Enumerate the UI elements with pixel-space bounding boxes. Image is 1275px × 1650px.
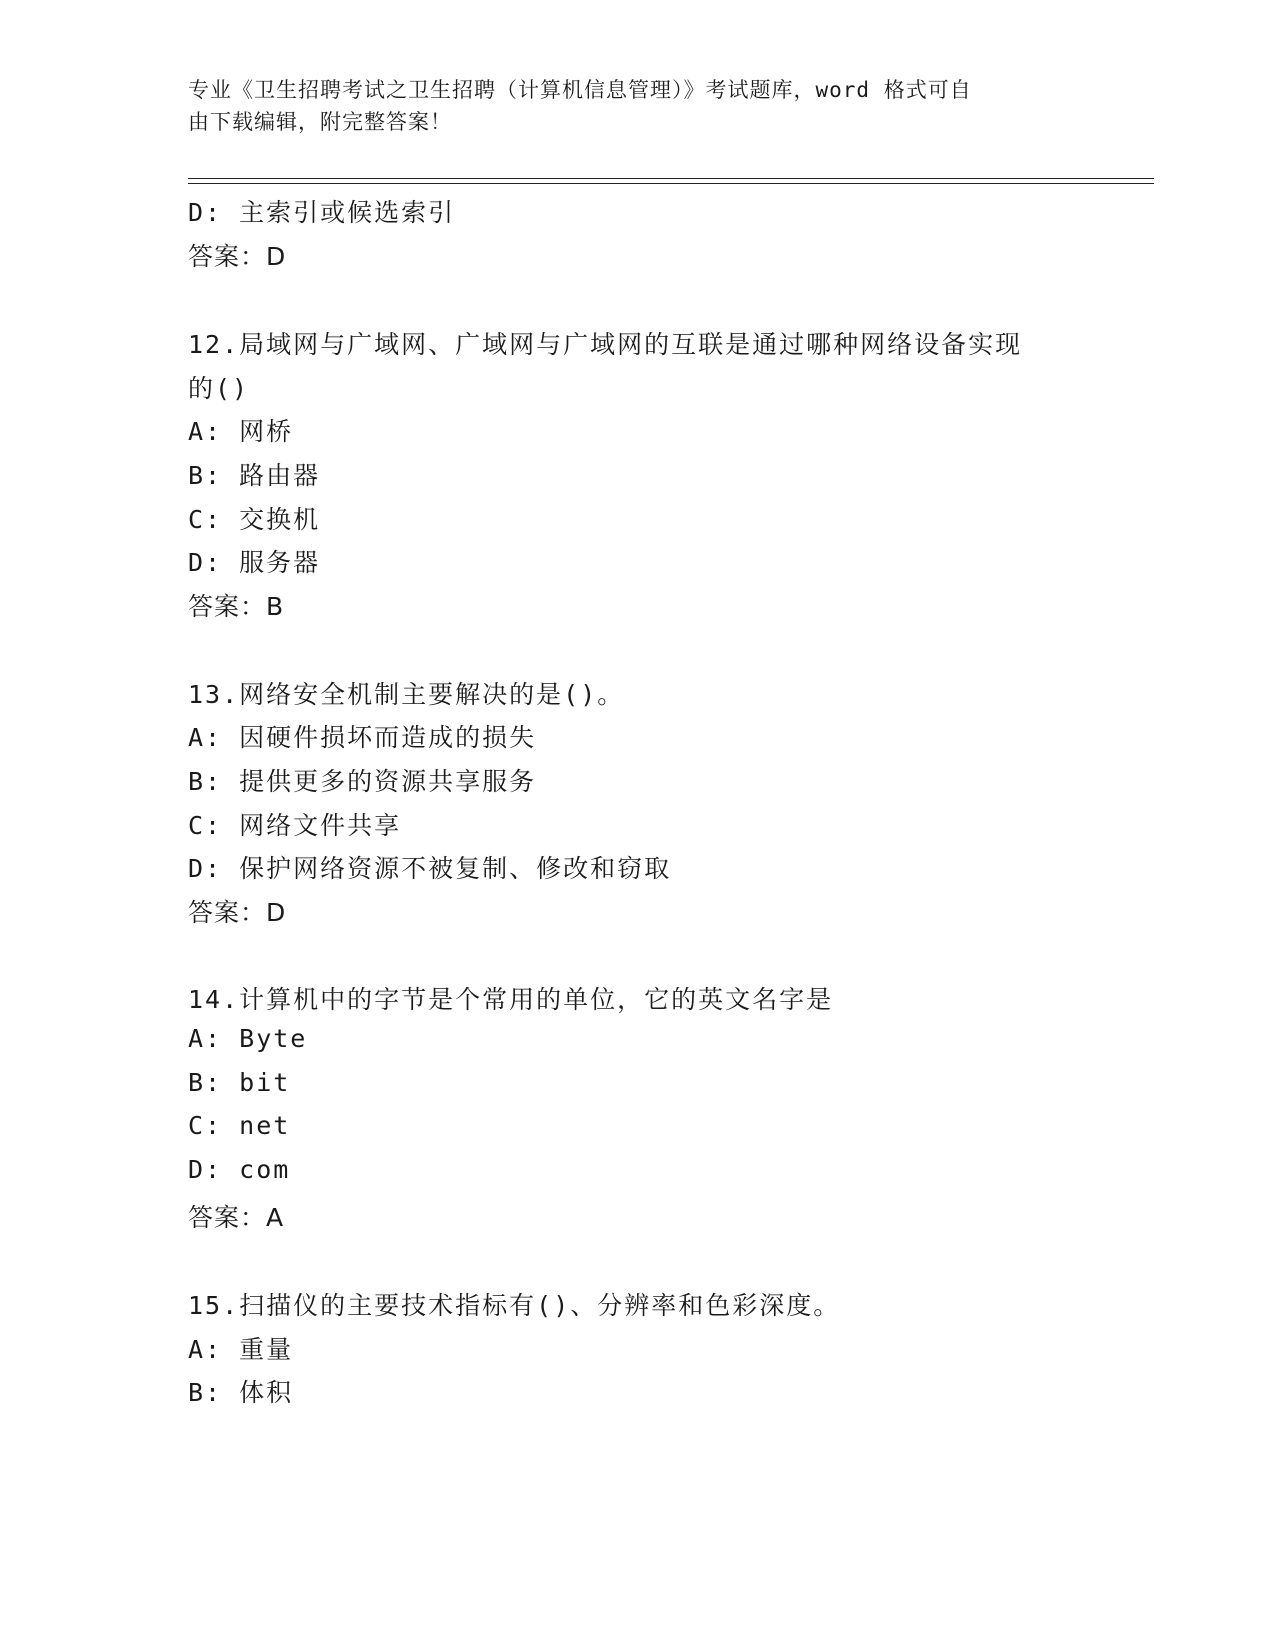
header-divider-bottom <box>188 183 1154 184</box>
q14-option-d: D: com <box>188 1155 291 1184</box>
document-header <box>188 74 1068 138</box>
q13-option-c: C: 网络文件共享 <box>188 811 402 840</box>
q12-option-a: A: 网桥 <box>188 417 294 446</box>
q12-option-b: B: 路由器 <box>188 461 321 490</box>
q12-option-c: C: 交换机 <box>188 505 321 534</box>
q15-text: 15.扫描仪的主要技术指标有()、分辨率和色彩深度。 <box>188 1291 841 1320</box>
q11-option-d: D: 主索引或候选索引 <box>188 198 456 227</box>
q15-option-b: B: 体积 <box>188 1378 294 1407</box>
header-divider-top <box>188 178 1154 179</box>
q14-option-b: B: bit <box>188 1068 291 1097</box>
q11-answer: 答案：D <box>188 242 287 271</box>
q13-text: 13.网络安全机制主要解决的是()。 <box>188 680 625 709</box>
q12-text-cont: 的() <box>188 374 250 403</box>
q12-option-d: D: 服务器 <box>188 548 321 577</box>
header-line-2: 由下载编辑，附完整答案！ <box>188 110 452 134</box>
header-line-1: 专业《卫生招聘考试之卫生招聘（计算机信息管理）》考试题库，word 格式可自 <box>188 78 972 102</box>
q13-option-a: A: 因硬件损坏而造成的损失 <box>188 723 537 752</box>
q14-answer: 答案：A <box>188 1203 285 1232</box>
q13-option-d: D: 保护网络资源不被复制、修改和窃取 <box>188 854 672 883</box>
q12-text: 12.局域网与广域网、广域网与广域网的互联是通过哪种网络设备实现 <box>188 330 1023 359</box>
q12-answer: 答案：B <box>188 592 285 621</box>
q13-answer: 答案：D <box>188 898 287 927</box>
q14-text: 14.计算机中的字节是个常用的单位，它的英文名字是 <box>188 985 834 1014</box>
q14-option-c: C: net <box>188 1111 291 1140</box>
q15-option-a: A: 重量 <box>188 1335 294 1364</box>
q14-option-a: A: Byte <box>188 1024 308 1053</box>
q13-option-b: B: 提供更多的资源共享服务 <box>188 767 537 796</box>
